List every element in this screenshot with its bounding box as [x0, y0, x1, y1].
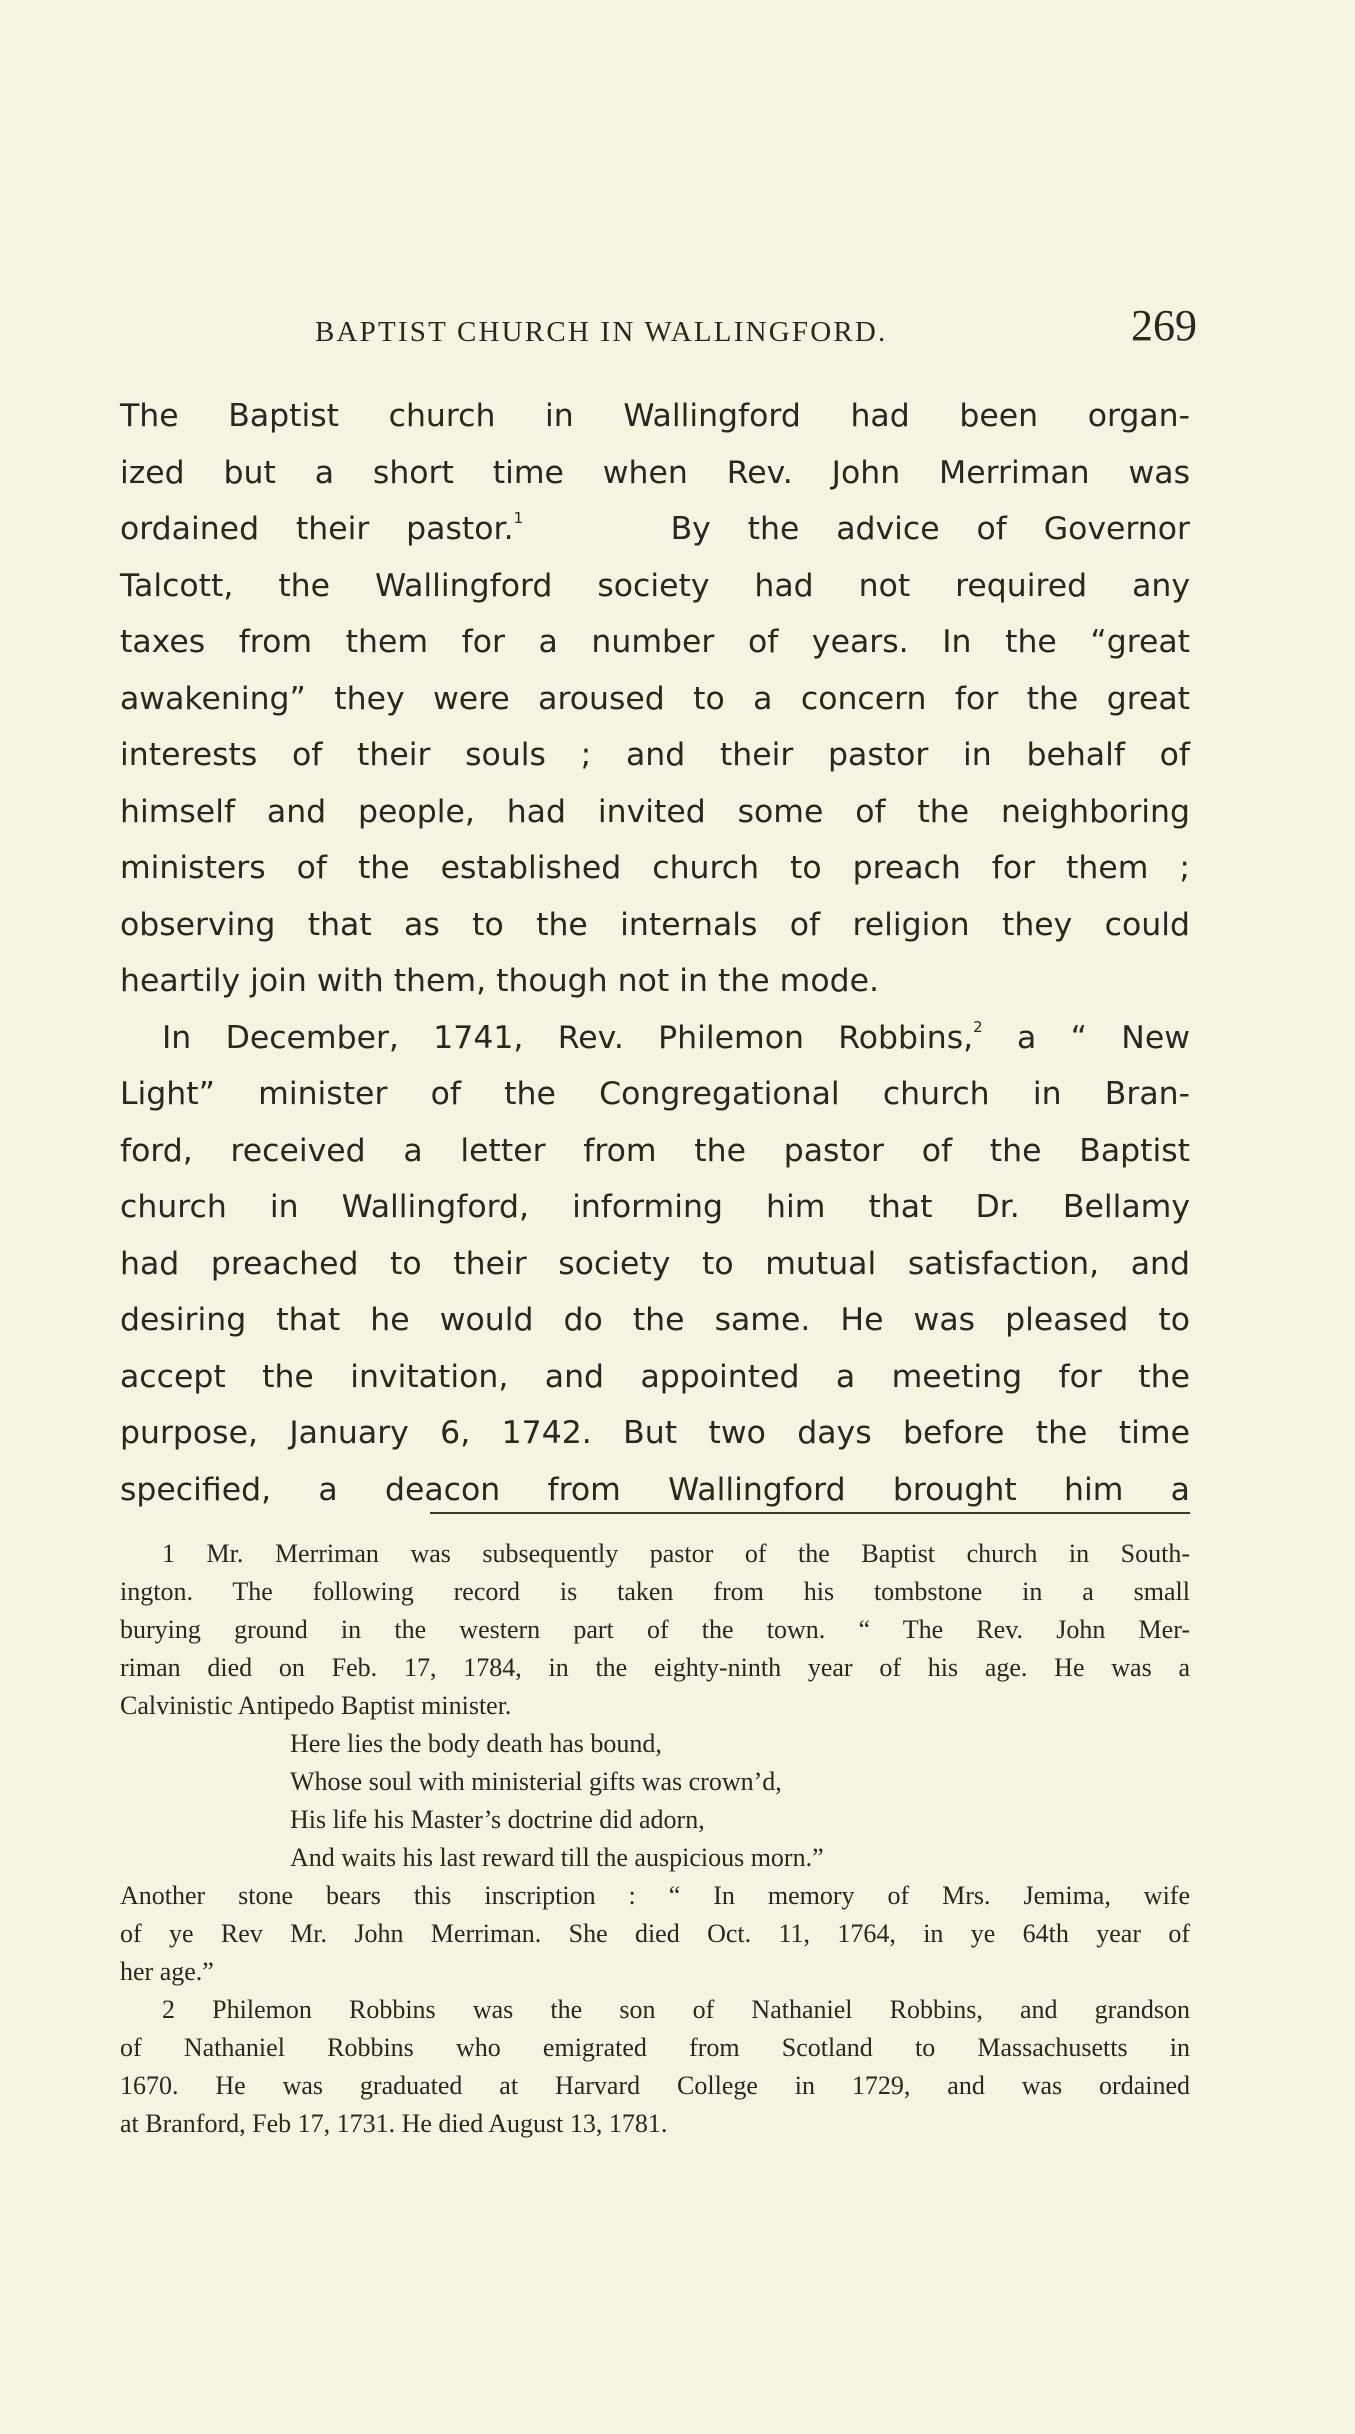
- body-line: ford, received a letter from the pastor of the Baptist: [120, 1132, 1190, 1169]
- running-head: [0, 300, 1355, 360]
- page-number: 269: [1131, 301, 1197, 350]
- body-text: [120, 388, 1190, 1518]
- body-line: Talcott, the Wallingford society had not required any: [120, 567, 1190, 604]
- verse-line: Here lies the body death has bound,: [290, 1729, 662, 1758]
- footnote-marker: 2: [973, 1017, 983, 1036]
- body-line: himself and people, had invited some of the neighboring: [120, 793, 1190, 830]
- footnote-line: Another stone bears this inscription : “ In memory of Mrs. Jemima, wife: [120, 1881, 1190, 1910]
- body-line-text: a “ New: [1017, 1019, 1190, 1056]
- body-line: ized but a short time when Rev. John Merriman was: [120, 454, 1190, 491]
- footnote-line: 1670. He was graduated at Harvard College in 1729, and was ordained: [120, 2071, 1190, 2100]
- body-line: [120, 501, 1190, 558]
- footnote-line: ington. The following record is taken from his tombstone in a small: [120, 1577, 1190, 1606]
- footnote-line: of Nathaniel Robbins who emigrated from Scotland to Massachusetts in: [120, 2033, 1190, 2062]
- footnote-line: 2 Philemon Robbins was the son of Nathaniel Robbins, and grandson: [162, 1995, 1190, 2024]
- footnote-line: her age.”: [120, 1957, 214, 1986]
- body-line-text: In December, 1741, Rev. Philemon Robbins,: [162, 1019, 974, 1056]
- body-line: church in Wallingford, informing him that Dr. Bellamy: [120, 1189, 1190, 1225]
- body-line: purpose, January 6, 1742. But two days before the time: [120, 1415, 1190, 1451]
- verse-line: And waits his last reward till the auspicious morn.”: [290, 1843, 824, 1872]
- footnote-line: burying ground in the western part of the town. “ The Rev. John Mer-: [120, 1615, 1190, 1644]
- footnote-line: riman died on Feb. 17, 1784, in the eighty-ninth year of his age. He was a: [120, 1653, 1190, 1682]
- footnote-line: of ye Rev Mr. John Merriman. She died Oct. 11, 1764, in ye 64th year of: [120, 1919, 1190, 1948]
- footnote-marker: 1: [513, 509, 524, 527]
- running-title: BAPTIST CHURCH IN WALLINGFORD.: [315, 316, 888, 348]
- body-line: Light” minister of the Congregational church in Bran-: [120, 1076, 1190, 1112]
- body-line: awakening” they were aroused to a concern for the great: [120, 680, 1190, 717]
- body-line: had preached to their society to mutual satisfaction, and: [120, 1245, 1190, 1282]
- footnote-line: Calvinistic Antipedo Baptist minister.: [120, 1691, 512, 1720]
- body-line: [120, 1010, 1190, 1067]
- verse-line: His life his Master’s doctrine did adorn,: [290, 1805, 705, 1834]
- verse-line: Whose soul with ministerial gifts was crown’d,: [290, 1767, 782, 1796]
- body-line: desiring that he would do the same. He was pleased to: [120, 1302, 1190, 1338]
- footnotes: [120, 1535, 1190, 2143]
- body-line: observing that as to the internals of religion they could: [120, 906, 1190, 943]
- body-line: heartily join with them, though not in the mode.: [120, 963, 880, 999]
- body-line: ministers of the established church to preach for them ;: [120, 850, 1190, 886]
- body-line: accept the invitation, and appointed a meeting for the: [120, 1358, 1190, 1395]
- body-line-text: ordained their pastor.: [120, 511, 514, 547]
- body-line: specified, a deacon from Wallingford brought him a: [120, 1471, 1190, 1508]
- footnote-line: 1 Mr. Merriman was subsequently pastor of the Baptist church in South-: [162, 1539, 1190, 1568]
- body-line-text: By the advice of Governor: [670, 511, 1190, 547]
- body-line: The Baptist church in Wallingford had been organ-: [120, 398, 1190, 434]
- body-line: interests of their souls ; and their pastor in behalf of: [120, 737, 1190, 773]
- body-line: taxes from them for a number of years. In the “great: [120, 624, 1190, 660]
- footnote-line: at Branford, Feb 17, 1731. He died August 13, 1781.: [120, 2109, 668, 2138]
- footnote-divider: [430, 1512, 1190, 1514]
